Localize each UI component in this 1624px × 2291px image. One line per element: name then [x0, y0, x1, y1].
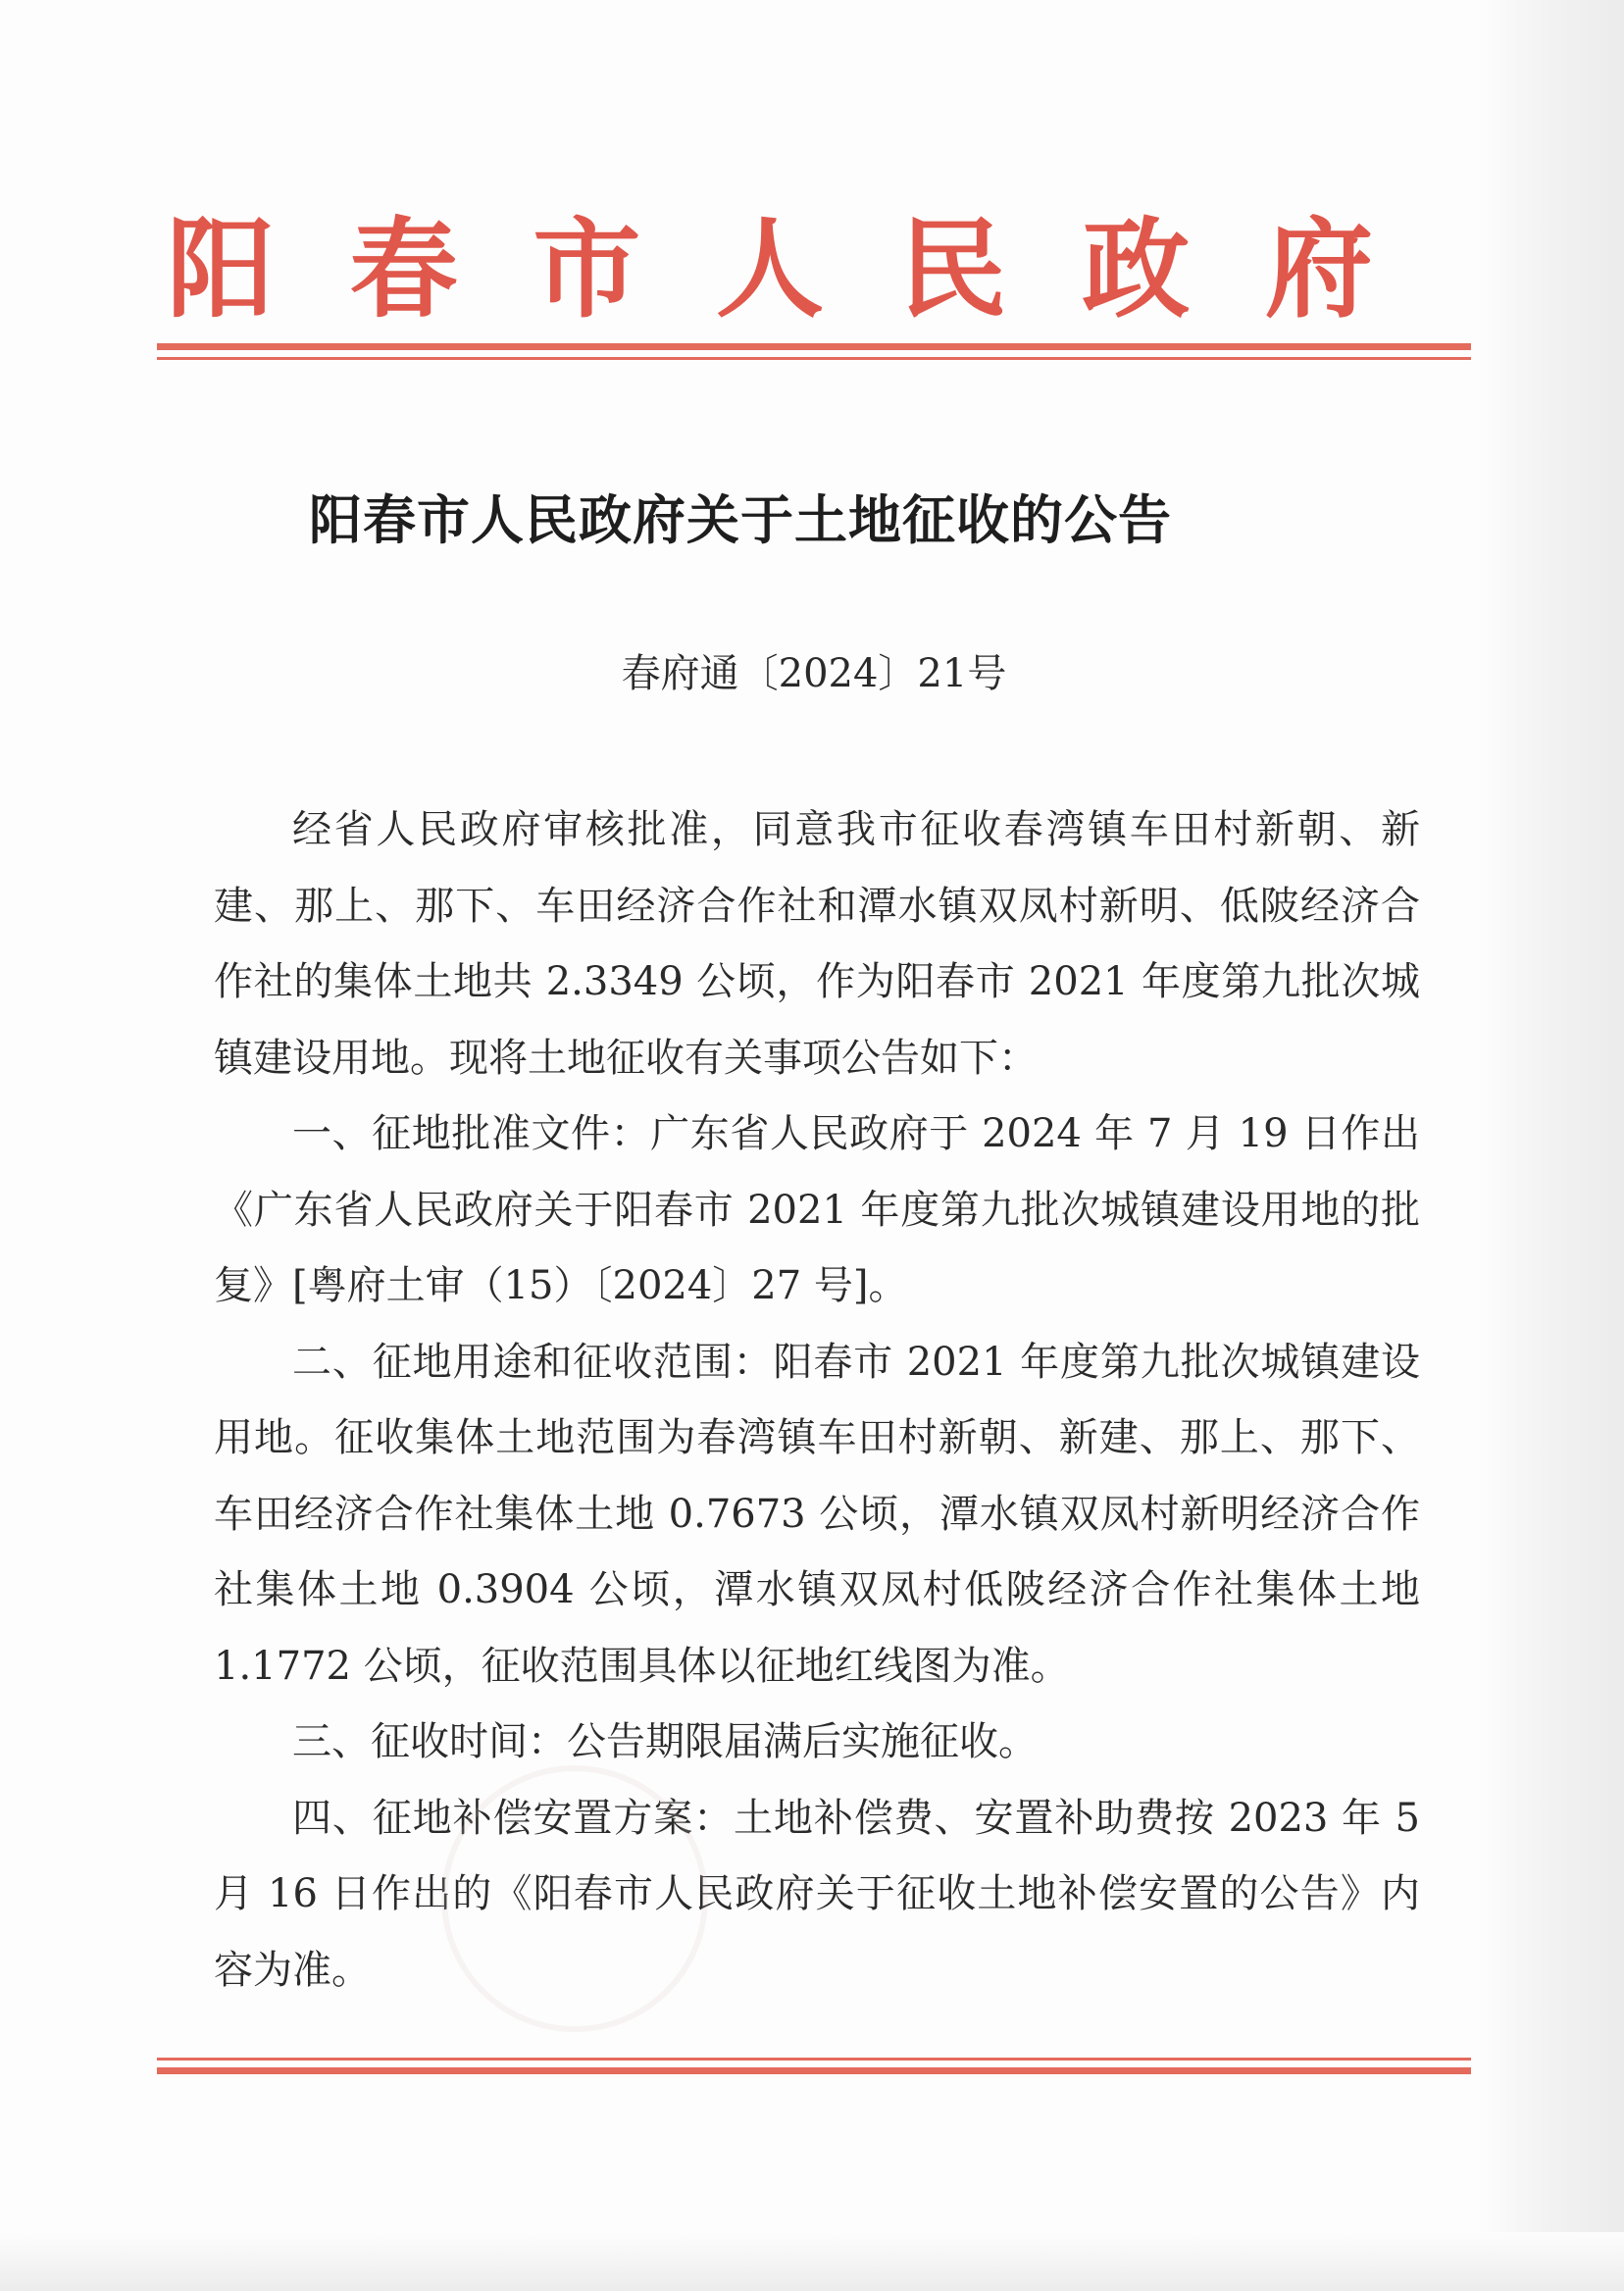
header-char: 民: [898, 206, 1007, 332]
scan-shadow-right: [1477, 0, 1624, 2291]
faint-seal-mark: [441, 1765, 708, 2032]
header-divider-thin: [157, 357, 1471, 360]
document-body: [214, 792, 1420, 2009]
header-divider-thick: [157, 343, 1471, 350]
header-char: 市: [533, 206, 641, 332]
footer-divider-thick: [157, 2067, 1471, 2074]
document-title: 阳春市人民政府关于土地征收的公告: [309, 488, 1172, 551]
header-char: 府: [1264, 206, 1373, 332]
body-paragraph: 一、征地批准文件：广东省人民政府于 2024 年 7 月 19 日作出《广东省人民政府关于阳春市 2021 年度第九批次城镇建设用地的批复》[粤府土审（15）〔2024〕27 号]。: [214, 1111, 1420, 1308]
document-number: 春府通〔2024〕21号: [621, 651, 1007, 696]
header-char: 政: [1082, 206, 1191, 332]
scan-shadow-bottom: [0, 2232, 1624, 2291]
issuing-authority-header: [157, 206, 1383, 333]
header-char: 阳: [167, 206, 275, 332]
body-paragraph: 三、征收时间：公告期限届满后实施征收。: [292, 1719, 1038, 1764]
body-paragraph: 二、征地用途和征收范围：阳春市 2021 年度第九批次城镇建设用地。征收集体土地范围为春湾镇车田村新朝、新建、那上、那下、车田经济合作社集体土地 0.7673 公顷，潭水镇双凤村新明经济合作社集体土地 0.3904 公顷，潭水镇双凤村低陂经济合作社集体土地 1.1772 公顷，征收范围具体以征地红线图为准。: [214, 1339, 1420, 1689]
body-paragraph: 四、征地补偿安置方案：土地补偿费、安置补助费按 2023 年 5 月 16 日作出的《阳春市人民政府关于征收土地补偿安置的公告》内容为准。: [214, 1795, 1420, 1993]
body-paragraph: 经省人民政府审核批准，同意我市征收春湾镇车田村新朝、新建、那上、那下、车田经济合作社和潭水镇双凤村新明、低陂经济合作社的集体土地共 2.3349 公顷，作为阳春市 2021 年度第九批次城镇建设用地。现将土地征收有关事项公告如下：: [214, 807, 1420, 1081]
header-char: 春: [349, 206, 458, 332]
header-char: 人: [715, 206, 824, 332]
footer-divider-thin: [157, 2058, 1471, 2061]
